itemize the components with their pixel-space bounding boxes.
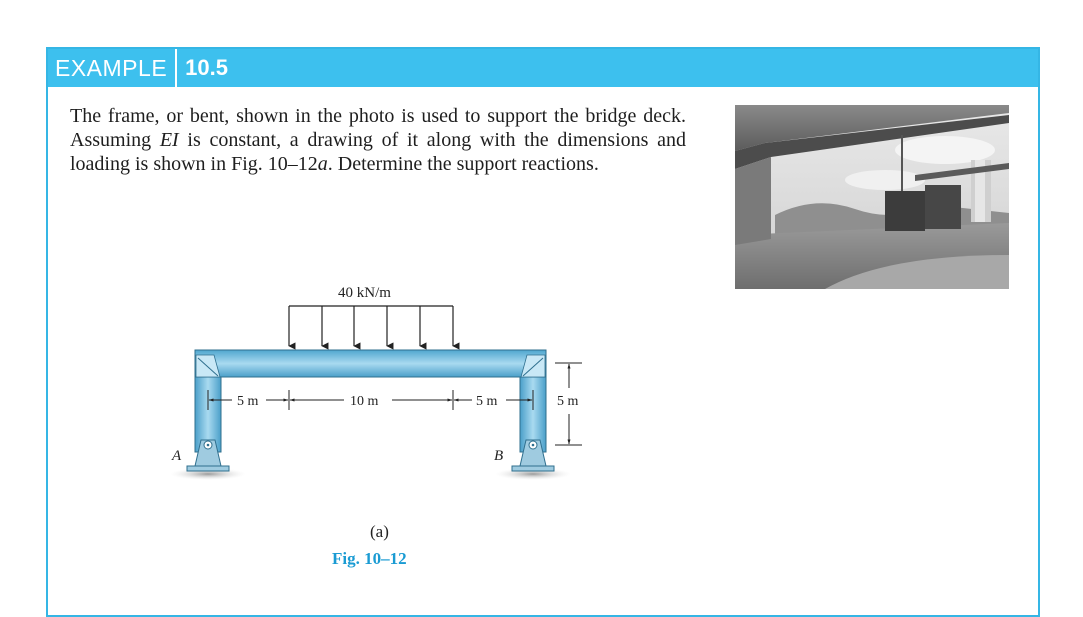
example-label: EXAMPLE: [55, 55, 168, 81]
dim-right-label: 5 m: [476, 394, 498, 409]
ei-symbol: EI: [159, 129, 179, 151]
problem-text-part-3: . Determine the support reactions.: [327, 153, 599, 175]
example-number: 10.5: [185, 55, 228, 80]
beam: [195, 350, 546, 377]
dim-height-label: 5 m: [557, 394, 579, 409]
problem-text-part-1: The frame, or bent, shown in the photo is used to support the bridge deck. Assuming: [70, 105, 686, 151]
figure-sublabel: (a): [370, 522, 389, 541]
pin-support-a: [187, 440, 229, 471]
dim-left-label: 5 m: [237, 394, 259, 409]
support-b-label: B: [494, 448, 504, 464]
figure-ref-letter: a: [317, 153, 328, 175]
problem-text-part-2: is constant, a drawing of it along with the dimensions and loading is shown in Fig. 10–12: [70, 129, 687, 175]
pin-support-b: [512, 440, 554, 471]
dim-middle-label: 10 m: [350, 394, 379, 409]
load-label: 40 kN/m: [338, 285, 391, 301]
figure-caption: Fig. 10–12: [332, 549, 407, 568]
distributed-load: [289, 306, 453, 346]
support-a-label: A: [172, 448, 182, 464]
